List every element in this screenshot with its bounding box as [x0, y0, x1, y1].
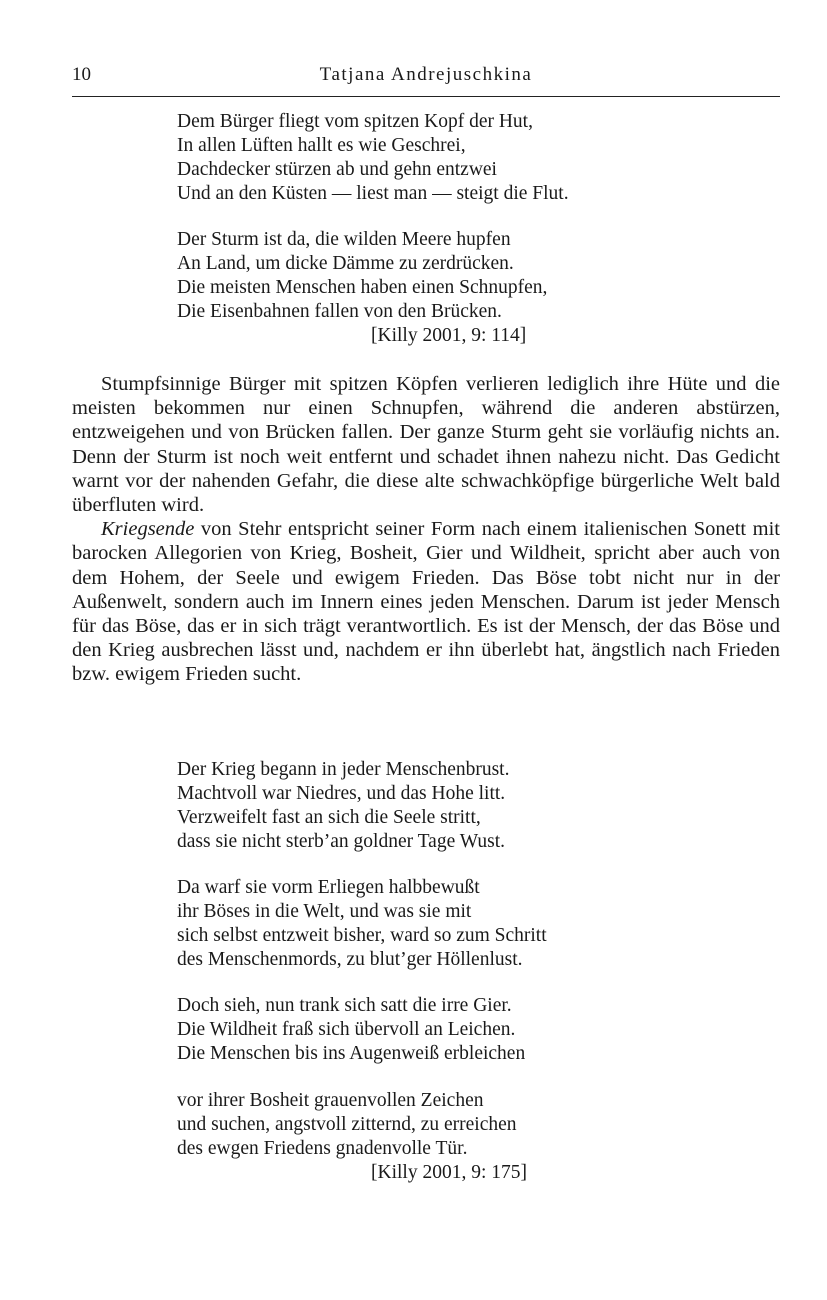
- poem-line: des ewgen Friedens gnadenvolle Tür.: [177, 1138, 468, 1159]
- poem-line: Die meisten Menschen haben einen Schnupfen,: [177, 277, 548, 298]
- poem2-stanza2: [177, 876, 547, 972]
- poem2-citation: [Killy 2001, 9: 175]: [371, 1162, 527, 1183]
- poem-line: Die Menschen bis ins Augenweiß erbleichen: [177, 1043, 526, 1064]
- poem2-stanza1: [177, 758, 509, 854]
- poem1-stanza1: [177, 110, 569, 206]
- poem-line: ihr Böses in die Welt, und was sie mit: [177, 901, 472, 922]
- page-number: 10: [72, 64, 91, 85]
- poem-line: dass sie nicht sterb’an goldner Tage Wust.: [177, 831, 506, 852]
- poem-line: und suchen, angstvoll zitternd, zu erreichen: [177, 1114, 517, 1135]
- poem-line: Machtvoll war Niedres, und das Hohe litt.: [177, 783, 506, 804]
- poem-line: vor ihrer Bosheit grauenvollen Zeichen: [177, 1090, 484, 1111]
- body-text: [72, 372, 780, 687]
- poem-line: Die Wildheit fraß sich übervoll an Leichen.: [177, 1019, 516, 1040]
- poem-line: Verzweifelt fast an sich die Seele stritt,: [177, 807, 481, 828]
- poem-line: Da warf sie vorm Erliegen halbbewußt: [177, 877, 480, 898]
- paragraph: [72, 517, 780, 686]
- poem-line: sich selbst entzweit bisher, ward so zum Schritt: [177, 925, 547, 946]
- poem2-stanza4: [177, 1089, 517, 1161]
- work-title: Kriegsende: [101, 518, 195, 541]
- poem-line: Und an den Küsten — liest man — steigt die Flut.: [177, 183, 569, 204]
- poem2-stanza3: [177, 994, 525, 1066]
- poem1-stanza2: [177, 228, 547, 324]
- poem-line: Dachdecker stürzen ab und gehn entzwei: [177, 159, 497, 180]
- poem-line: des Menschenmords, zu blut’ger Höllenlust.: [177, 949, 523, 970]
- poem-line: An Land, um dicke Dämme zu zerdrücken.: [177, 253, 514, 274]
- poem-line: In allen Lüften hallt es wie Geschrei,: [177, 135, 466, 156]
- page-header: [72, 62, 780, 97]
- paragraph-text: von Stehr entspricht seiner Form nach einem italienischen Sonett mit barocken Allegorien von Krieg, Bosheit, Gier und Wildheit, spricht aber auch von dem Hohem, der Seele und ewigem Frieden. Das Böse tobt nicht nur in der Außenwelt, sondern auch im Innern eines jeden Menschen. Darum ist jeder Mensch für das Böse, das er in sich trägt verantwortlich. Es ist der Mensch, der das Böse und den Krieg ausbrechen lässt und, nachdem er ihn überlebt hat, ängstlich nach Frieden bzw. ewigem Frieden sucht.: [72, 518, 780, 686]
- poem-line: Doch sieh, nun trank sich satt die irre Gier.: [177, 995, 512, 1016]
- running-head: Tatjana Andrejuschkina: [319, 64, 533, 85]
- poem-line: Der Sturm ist da, die wilden Meere hupfen: [177, 229, 511, 250]
- paragraph: Stumpfsinnige Bürger mit spitzen Köpfen verlieren lediglich ihre Hüte und die meisten bekommen nur einen Schnupfen, während die anderen abstürzen, entzweigehen und von Brücken fallen. Der ganze Sturm geht sie vorläufig nichts an. Denn der Sturm ist noch weit entfernt und schadet ihnen nahezu nicht. Das Gedicht warnt vor der nahenden Gefahr, die diese alte schwachköpfige bürgerliche Welt bald überfluten wird.: [72, 373, 780, 517]
- poem-line: Dem Bürger fliegt vom spitzen Kopf der Hut,: [177, 111, 533, 132]
- poem-line: Die Eisenbahnen fallen von den Brücken.: [177, 301, 502, 322]
- poem1-citation: [Killy 2001, 9: 114]: [371, 325, 527, 346]
- poem-line: Der Krieg begann in jeder Menschenbrust.: [177, 759, 510, 780]
